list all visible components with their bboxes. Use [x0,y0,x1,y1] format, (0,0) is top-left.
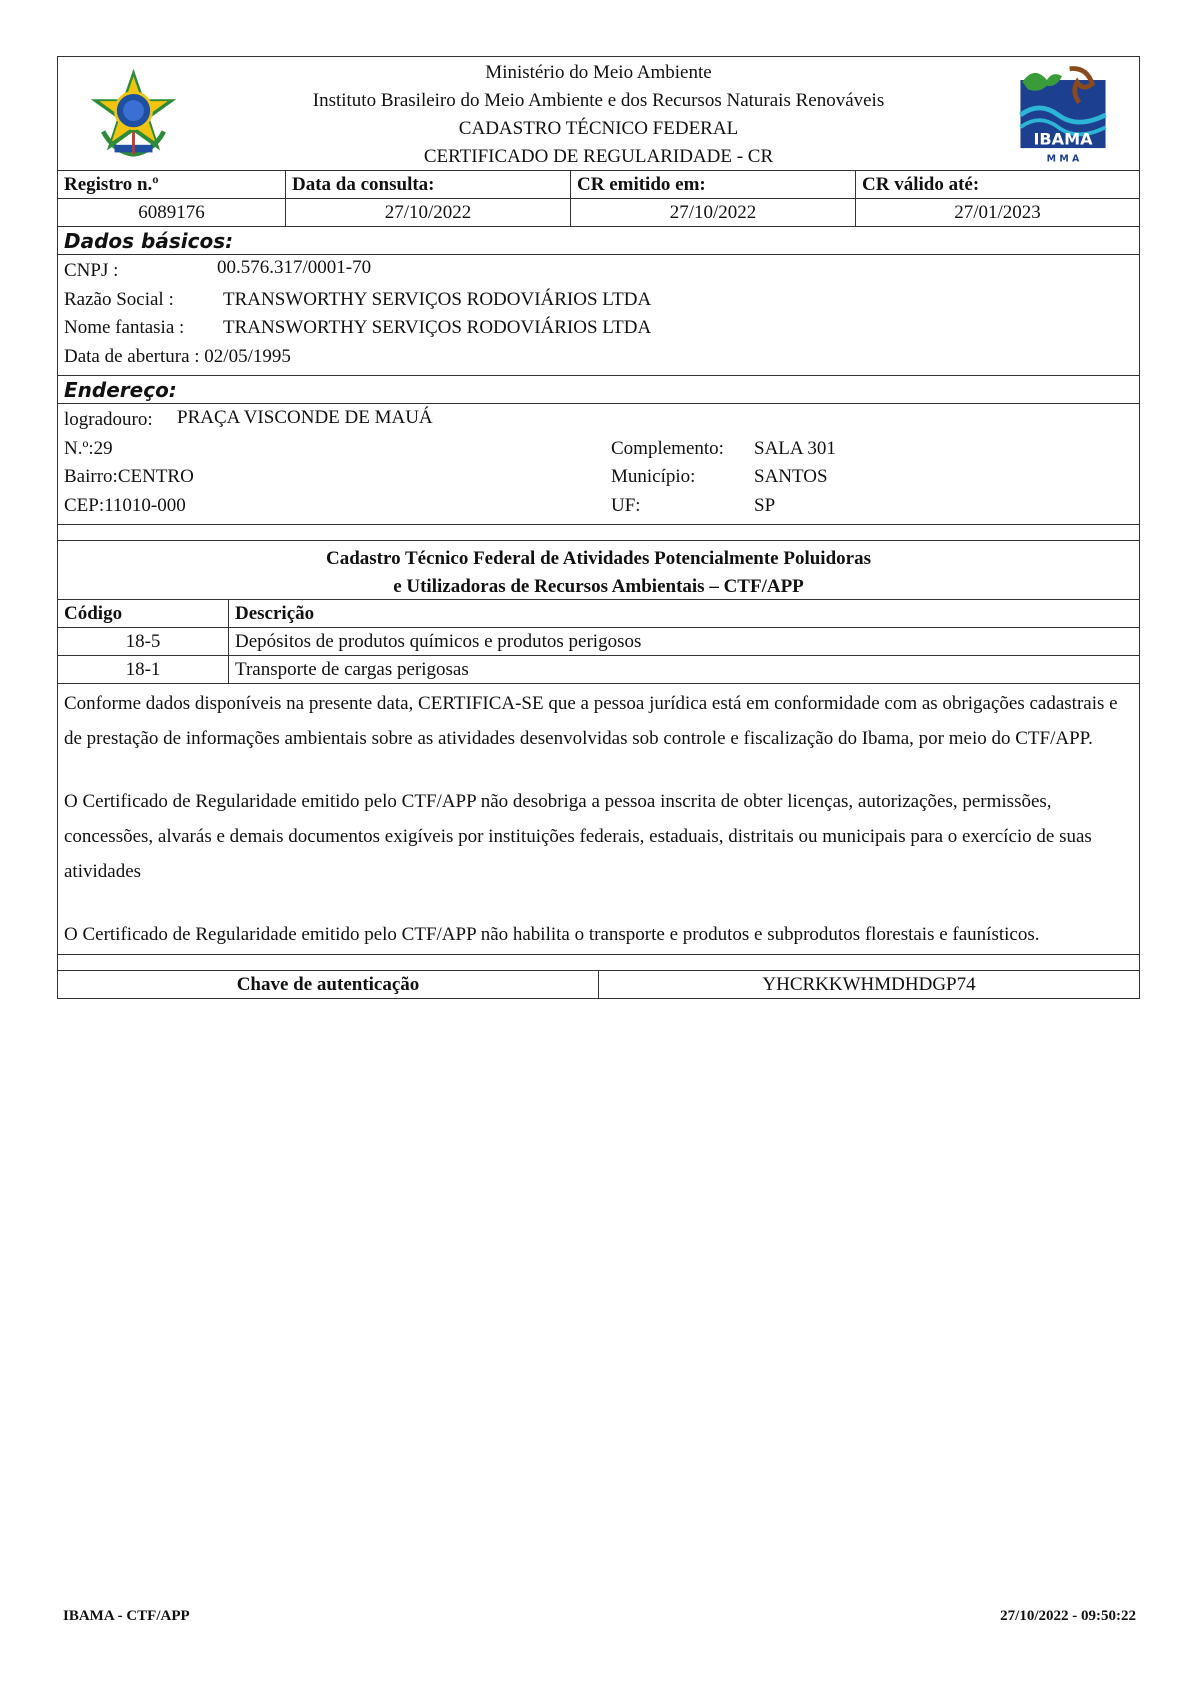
summary-values [58,199,1139,227]
ministry-name: Ministério do Meio Ambiente [485,62,712,83]
activity-desc: Transporte de cargas perigosas [235,659,469,680]
razao-social-value: TRANSWORTHY SERVIÇOS RODOVIÁRIOS LTDA [223,288,652,310]
section-endereco: Endereço: [58,376,1139,404]
ibama-logo-icon [1011,63,1115,167]
footer-system: IBAMA - CTF/APP [63,1608,190,1624]
ibama-logo-text: IBAMA [1033,129,1093,149]
value-cr-emitido: 27/10/2022 [571,199,856,226]
value-registro: 6089176 [58,199,286,226]
cadastro-title: CADASTRO TÉCNICO FEDERAL [458,118,739,139]
ctf-title-line1: Cadastro Técnico Federal de Atividades Potencialmente Poluidoras [326,548,871,569]
document-header [58,57,1139,171]
auth-key-value: YHCRKKWHMDHDGP74 [762,974,976,995]
certificate-title: CERTIFICADO DE REGULARIDADE - CR [423,146,774,167]
certificate-table [57,56,1140,999]
activity-code: 18-1 [58,656,229,683]
value-data-consulta: 27/10/2022 [286,199,571,226]
ctf-title-line2: e Utilizadoras de Recursos Ambientais – CTF/APP [393,576,804,597]
uf-label: UF: [611,494,641,516]
razao-social-label: Razão Social : [64,288,174,310]
nome-fantasia-value: TRANSWORTHY SERVIÇOS RODOVIÁRIOS LTDA [223,317,652,338]
value-cr-valido: 27/01/2023 [954,202,1041,223]
bairro: Bairro:CENTRO [64,466,194,487]
activity-code: 18-5 [58,628,229,655]
paragraph-2: O Certificado de Regularidade emitido pelo CTF/APP não desobriga a pessoa inscrita de obter licenças, autorizações, permissões, concessões, alvarás e demais documentos exigíveis por instituições federais, estaduais, distritais ou municipais para o exercício de suas atividades [64,791,1092,882]
ibama-logo-subtext: M M A [1046,153,1080,165]
col-codigo: Código [58,600,229,627]
label-cr-emitido: CR emitido em: [571,171,856,198]
ctf-app-title [58,541,1139,600]
complemento-label: Complemento: [611,437,724,459]
table-row [58,628,1139,656]
institute-name: Instituto Brasileiro do Meio Ambiente e dos Recursos Naturais Renováveis [312,90,885,111]
label-cr-valido: CR válido até: [862,174,980,195]
col-descricao: Descrição [235,603,315,624]
authentication-key [58,971,1139,999]
activity-desc: Depósitos de produtos químicos e produtos perigosos [235,631,642,652]
paragraph-3: O Certificado de Regularidade emitido pelo CTF/APP não habilita o transporte e produtos e subprodutos florestais e faunísticos. [64,924,1040,945]
municipio-label: Município: [611,466,696,487]
label-data-consulta: Data da consulta: [286,171,571,198]
nome-fantasia-label: Nome fantasia : [64,317,185,338]
certification-text [58,684,1139,955]
coat-of-arms-icon [86,65,181,160]
address-data [58,404,1139,525]
cnpj-value: 00.576.317/0001-70 [217,257,372,278]
section-dados-basicos: Dados básicos: [58,227,1139,255]
data-abertura: Data de abertura : 02/05/1995 [64,345,291,367]
logradouro-label: logradouro: [64,409,153,430]
auth-key-label: Chave de autenticação [58,971,599,998]
uf-value: SP [754,494,776,516]
numero: N.º:29 [64,437,113,459]
spacer [58,525,1139,541]
table-row [58,656,1139,684]
activities-header [58,600,1139,628]
municipio-value: SANTOS [754,466,828,487]
label-registro: Registro n.º [58,171,286,198]
cnpj-label: CNPJ : [64,260,119,281]
summary-labels [58,171,1139,199]
cep: CEP:11010-000 [64,494,186,516]
certificate [57,56,1140,999]
complemento-value: SALA 301 [754,437,836,459]
basic-data [58,255,1139,376]
spacer [58,955,1139,971]
footer-timestamp: 27/10/2022 - 09:50:22 [1000,1608,1136,1624]
paragraph-1: Conforme dados disponíveis na presente data, CERTIFICA-SE que a pessoa jurídica está em conformidade com as obrigações cadastrais e de prestação de informações ambientais sobre as atividades desenvolvidas sob controle e fiscalização do Ibama, por meio do CTF/APP. [64,693,1118,749]
logradouro-value: PRAÇA VISCONDE DE MAUÁ [177,407,433,428]
